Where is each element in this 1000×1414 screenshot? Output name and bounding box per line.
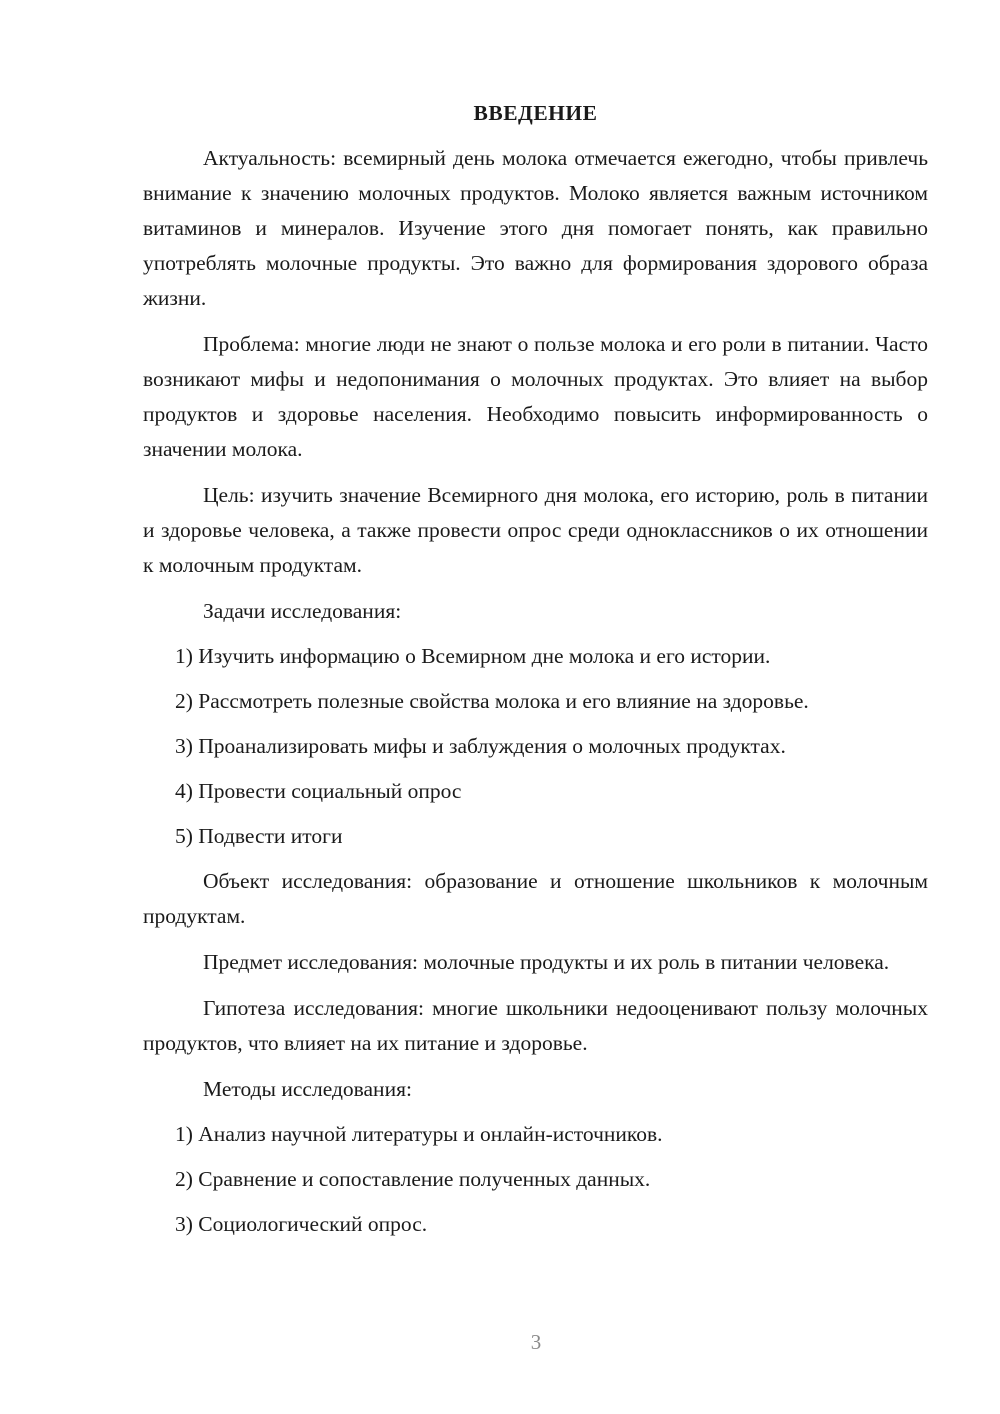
goal-paragraph: Цель: изучить значение Всемирного дня молока, его историю, роль в питании и здоровье человека, а также провести опрос среди одноклассников о их отношении к молочным продуктам. (143, 483, 928, 577)
page-number: 3 (530, 1330, 542, 1354)
methods-list (143, 1117, 928, 1242)
list-item: 4) Провести социальный опрос (175, 779, 462, 803)
hypothesis-paragraph: Гипотеза исследования: многие школьники недооценивают пользу молочных продуктов, что влияет на их питание и здоровье. (143, 996, 928, 1055)
list-item: 2) Сравнение и сопоставление полученных данных. (175, 1167, 651, 1191)
tasks-heading: Задачи исследования: (203, 599, 402, 623)
problem-paragraph: Проблема: многие люди не знают о пользе молока и его роли в питании. Часто возникают мифы и недопонимания о молочных продуктах. Это влияет на выбор продуктов и здоровье населения. Необходимо повысить информированность о значении молока. (143, 332, 928, 461)
subject-paragraph: Предмет исследования: молочные продукты и их роль в питании человека. (203, 950, 890, 974)
page-title: ВВЕДЕНИЕ (473, 101, 598, 125)
list-item: 3) Проанализировать мифы и заблуждения о молочных продуктах. (175, 734, 786, 758)
methods-heading: Методы исследования: (203, 1077, 412, 1101)
list-item: 2) Рассмотреть полезные свойства молока и его влияние на здоровье. (175, 689, 809, 713)
list-item: 3) Социологический опрос. (175, 1212, 428, 1236)
relevance-paragraph: Актуальность: всемирный день молока отмечается ежегодно, чтобы привлечь внимание к значению молочных продуктов. Молоко является важным источником витаминов и минералов. Изучение этого дня помогает понять, как правильно употреблять молочные продукты. Это важно для формирования здорового образа жизни. (143, 146, 928, 310)
document-page (143, 96, 928, 1252)
list-item: 1) Анализ научной литературы и онлайн-источников. (175, 1122, 663, 1146)
object-paragraph: Объект исследования: образование и отношение школьников к молочным продуктам. (143, 869, 928, 928)
tasks-list (143, 639, 928, 854)
list-item: 1) Изучить информацию о Всемирном дне молока и его истории. (175, 644, 771, 668)
list-item: 5) Подвести итоги (175, 824, 343, 848)
